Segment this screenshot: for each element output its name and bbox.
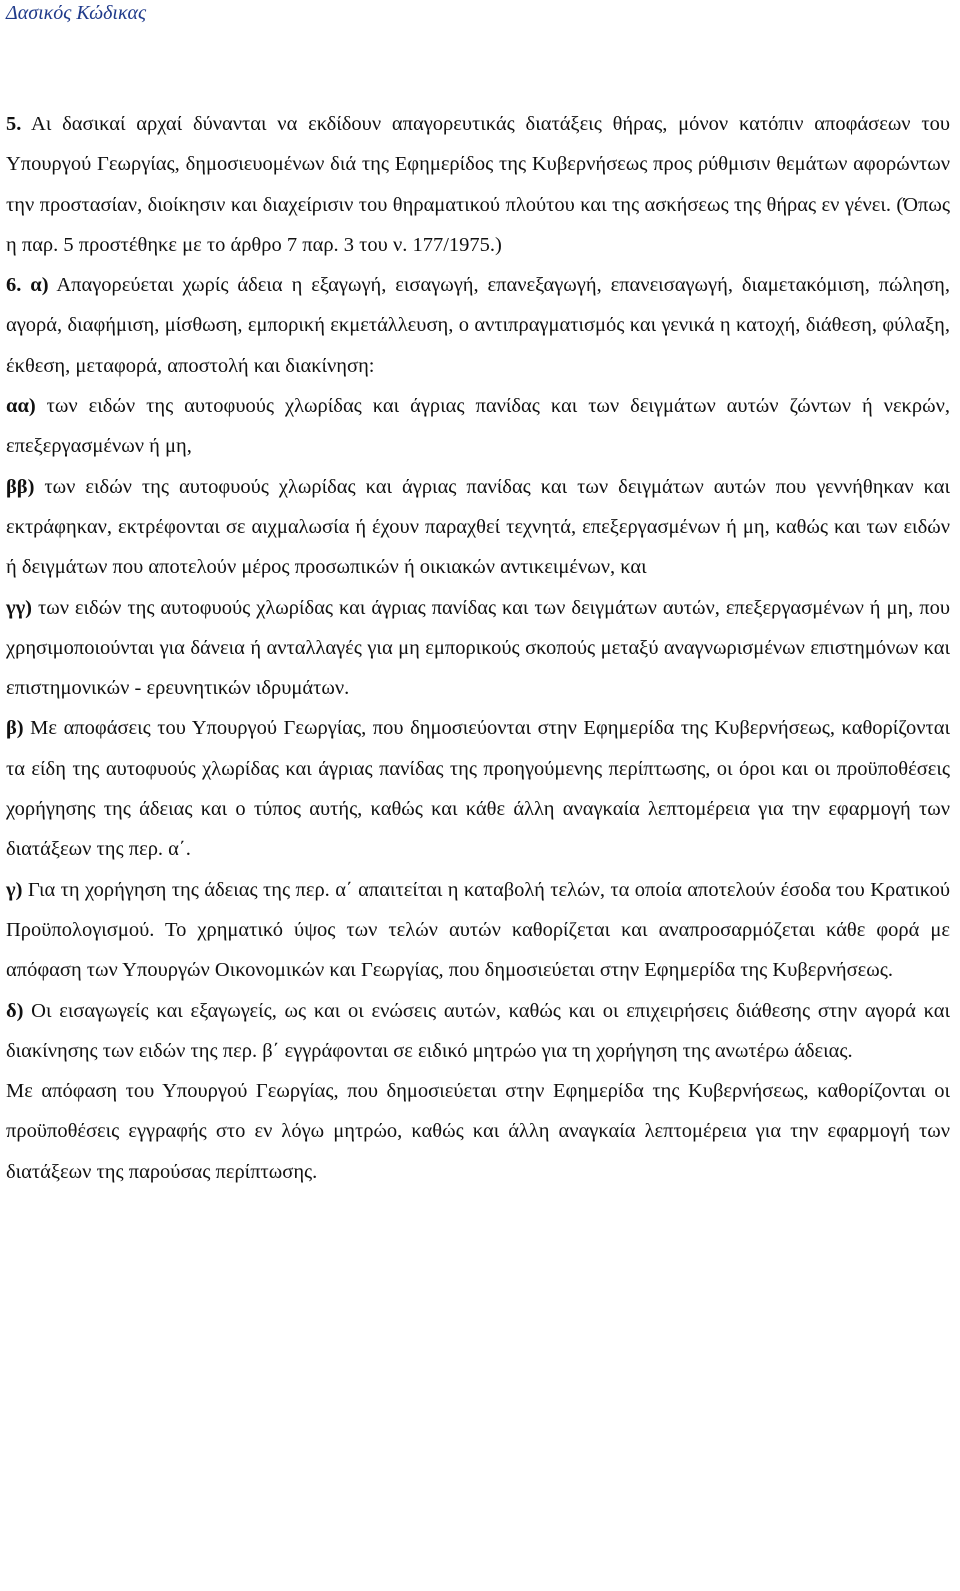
paragraph-text: Με απόφαση του Υπουργού Γεωργίας, που δημοσιεύεται στην Εφημερίδα της Κυβερνήσεως, καθορίζονται οι προϋποθέσεις εγγραφής στο εν λόγω μητρώο, καθώς και άλλη αναγκαία λεπτομέρεια για την εφαρμογή των διατάξεων της παρούσας περίπτωσης. <box>6 1080 950 1183</box>
paragraph <box>6 708 950 869</box>
paragraph-lead: 5. <box>6 113 22 135</box>
paragraph <box>6 1071 950 1192</box>
paragraph <box>6 386 950 467</box>
paragraph <box>6 870 950 991</box>
paragraph-text: των ειδών της αυτοφυούς χλωρίδας και άγριας πανίδας και των δειγμάτων αυτών που γεννήθηκαν και εκτράφηκαν, εκτρέφονται σε αιχμαλωσία ή έχουν παραχθεί τεχνητά, επεξεργασμένων ή μη, καθώς και των ειδών ή δειγμάτων που αποτελούν μέρος προσωπικών ή οικιακών αντικειμένων, και <box>6 475 950 579</box>
paragraph-lead: δ) <box>6 999 24 1022</box>
document-body <box>6 104 950 1192</box>
paragraph-lead: γγ) <box>6 596 33 619</box>
paragraph-text: των ειδών της αυτοφυούς χλωρίδας και άγριας πανίδας και των δειγμάτων αυτών, επεξεργασμένων ή μη, που χρησιμοποιούνται για δάνεια ή ανταλλαγές για μη εμπορικούς σκοπούς μεταξύ αναγνωρισμένων επιστημόνων και επιστημονικών - ερευνητικών ιδρυμάτων. <box>6 596 950 700</box>
paragraph-text: Με αποφάσεις του Υπουργού Γεωργίας, που δημοσιεύονται στην Εφημερίδα της Κυβερνήσεως, καθορίζονται τα είδη της αυτοφυούς χλωρίδας και άγριας πανίδας της προηγούμενης περίπτωσης, οι όροι και οι προϋποθέσεις χορήγησης της άδειας και ο τύπος αυτής, καθώς και κάθε άλλη αναγκαία λεπτομέρεια για την εφαρμογή των διατάξεων της περ. α΄. <box>6 717 950 861</box>
paragraph <box>6 991 950 1072</box>
paragraph <box>6 467 950 588</box>
paragraph <box>6 588 950 709</box>
document-header-title: Δασικός Κώδικας <box>6 2 147 24</box>
paragraph-lead: αα) <box>6 395 36 418</box>
paragraph-text: Αι δασικαί αρχαί δύνανται να εκδίδουν απαγορευτικάς διατάξεις θήρας, μόνον κατόπιν αποφάσεων του Υπουργού Γεωργίας, δημοσιευομένων διά της Εφημερίδος της Κυβερνήσεως προς ρύθμισιν θεμάτων αφορώντων την προστασίαν, διοίκησιν και διαχείρισιν του θηραματικού πλούτου και της ασκήσεως της θήρας εν γένει. (Όπως η παρ. 5 προστέθηκε με το άρθρο 7 παρ. 3 του ν. 177/1975.) <box>6 113 950 256</box>
paragraph-lead: γ) <box>6 878 23 901</box>
paragraph-lead: ββ) <box>6 475 35 498</box>
paragraph-text: Απαγορεύεται χωρίς άδεια η εξαγωγή, εισαγωγή, επανεξαγωγή, επανεισαγωγή, διαμετακόμιση, πώληση, αγορά, διαφήμιση, μίσθωση, εμπορική εκμετάλλευση, ο αντιπραγματισμός και γενικά η κατοχή, διάθεση, φύλαξη, έκθεση, μεταφορά, αποστολή και διακίνηση: <box>6 274 950 377</box>
paragraph <box>6 104 950 265</box>
paragraph-text: Για τη χορήγηση της άδειας της περ. α΄ απαιτείται η καταβολή τελών, τα οποία αποτελούν έσοδα του Κρατικού Προϋπολογισμού. Το χρηματικό ύψος των τελών αυτών καθορίζεται και αναπροσαρμόζεται κάθε φορά με απόφαση των Υπουργών Οικονομικών και Γεωργίας, που δημοσιεύεται στην Εφημερίδα της Κυβερνήσεως. <box>6 878 950 982</box>
paragraph-lead: 6. α) <box>6 274 49 297</box>
paragraph <box>6 265 950 386</box>
paragraph-text: των ειδών της αυτοφυούς χλωρίδας και άγριας πανίδας και των δειγμάτων αυτών ζώντων ή νεκρών, επεξεργασμένων ή μη, <box>6 395 950 458</box>
paragraph-lead: β) <box>6 717 24 740</box>
paragraph-text: Οι εισαγωγείς και εξαγωγείς, ως και οι ενώσεις αυτών, καθώς και οι επιχειρήσεις διάθεσης στην αγορά και διακίνησης των ειδών της περ. β΄ εγγράφονται σε ειδικό μητρώο για τη χορήγηση της ανωτέρω άδειας. <box>6 999 950 1062</box>
